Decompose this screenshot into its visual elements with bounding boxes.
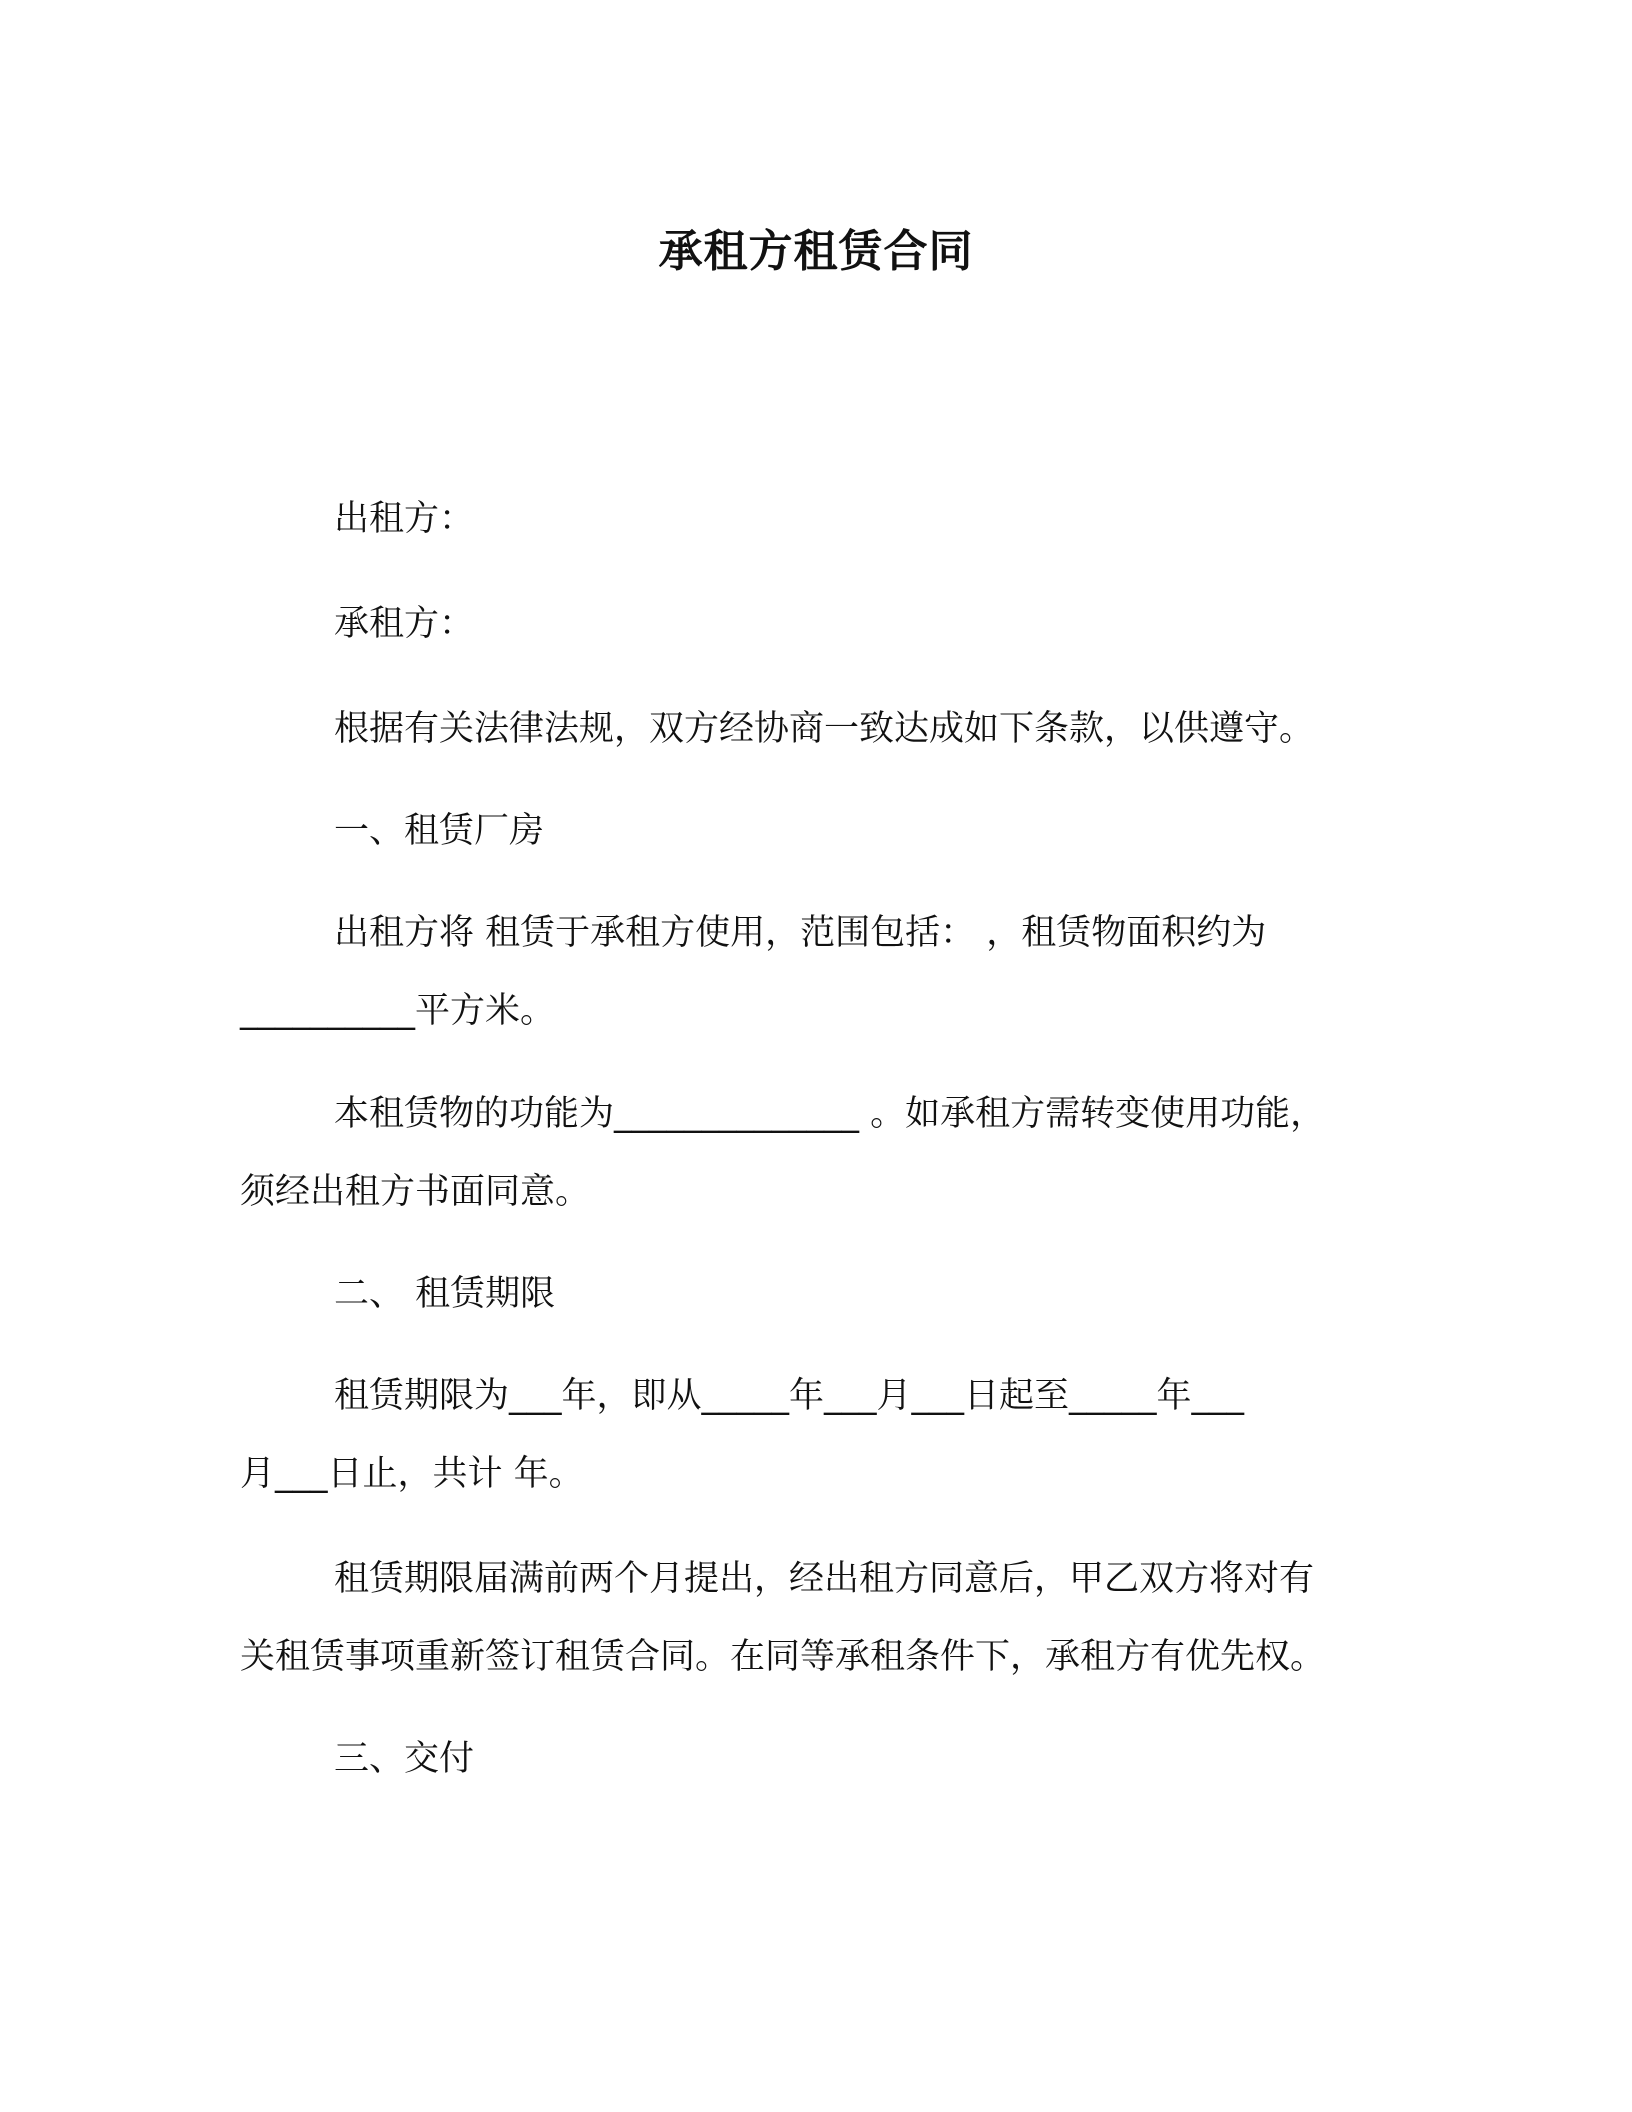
section-2-paragraph-2-line-2: 关租赁事项重新签订租赁合同。在同等承租条件下，承租方有优先权。 — [240, 1637, 1326, 1677]
lessor-line: 出租方： — [334, 499, 475, 539]
section-2-heading: 二、 租赁期限 — [334, 1274, 556, 1314]
preamble-paragraph: 根据有关法律法规，双方经协商一致达成如下条款，以供遵守。 — [334, 709, 1315, 749]
section-1-paragraph-1 — [240, 894, 1380, 1050]
section-1-paragraph-2-line-2: 须经出租方书面同意。 — [240, 1172, 591, 1212]
document-title: 承租方租赁合同 — [658, 226, 974, 277]
section-1-paragraph-1-line-2: __________平方米。 — [240, 991, 556, 1031]
lessee-line: 承租方： — [334, 604, 475, 644]
section-1-heading: 一、租赁厂房 — [334, 811, 545, 851]
section-2-paragraph-1-line-2: 月___日止，共计 年。 — [240, 1454, 584, 1494]
section-1-paragraph-2 — [240, 1075, 1380, 1231]
section-2-paragraph-2-line-1: 租赁期限届满前两个月提出，经出租方同意后，甲乙双方将对有 — [334, 1559, 1315, 1599]
section-1-paragraph-2-line-1: 本租赁物的功能为______________ 。如承租方需转变使用功能， — [334, 1094, 1326, 1134]
section-2-paragraph-1 — [240, 1357, 1380, 1513]
section-2-paragraph-2 — [240, 1540, 1380, 1696]
section-1-paragraph-1-line-1: 出租方将 租赁于承租方使用，范围包括： ，租赁物面积约为 — [334, 913, 1267, 953]
section-2-paragraph-1-line-1: 租赁期限为___年，即从_____年___月___日起至_____年___ — [334, 1376, 1245, 1416]
section-3-heading: 三、交付 — [334, 1739, 475, 1779]
